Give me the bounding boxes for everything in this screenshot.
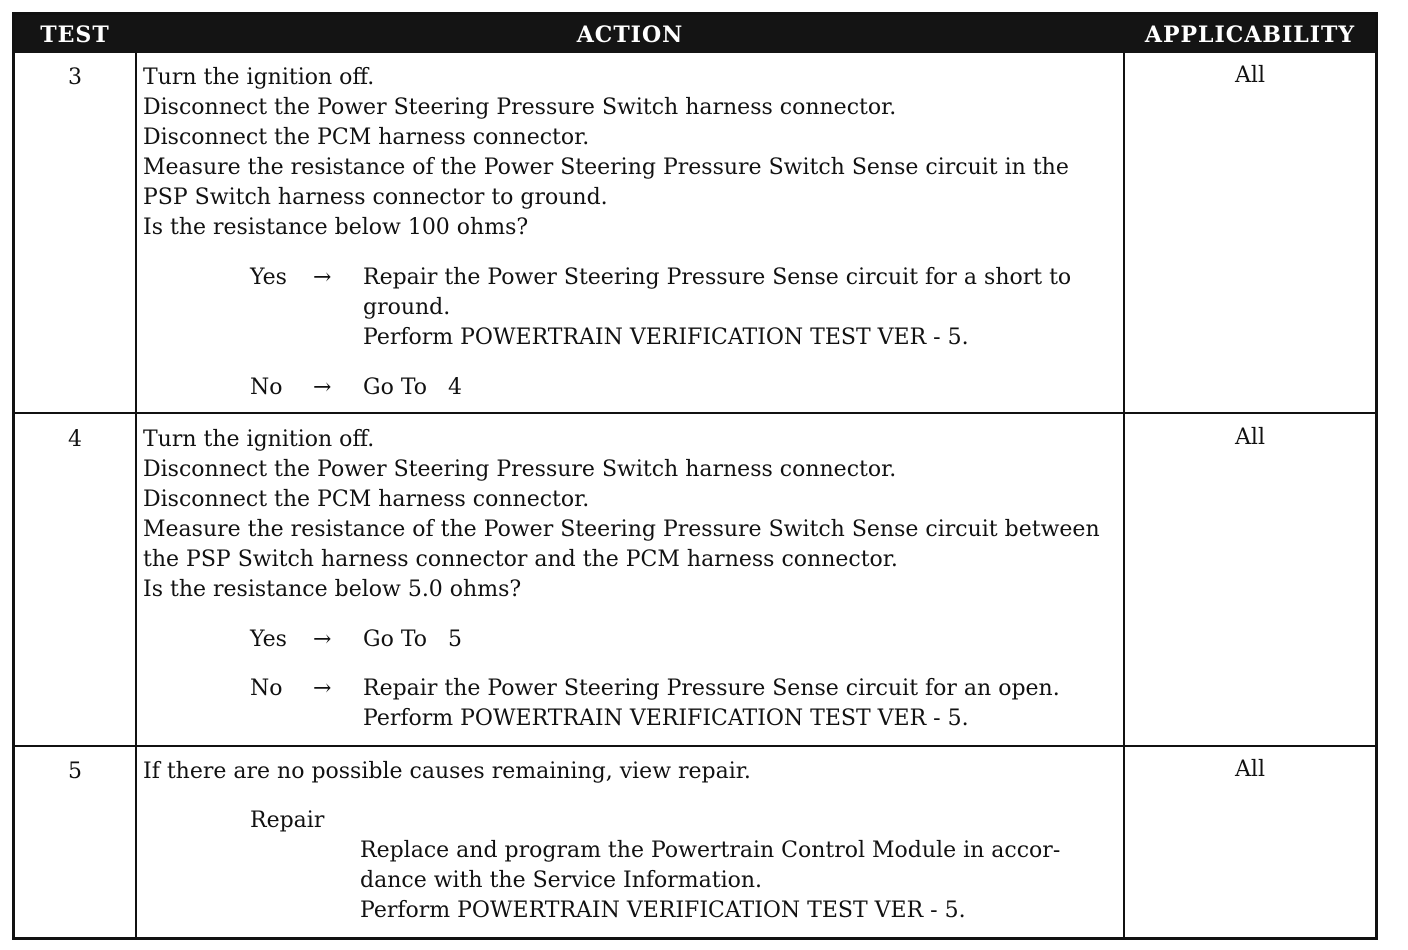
action-line: the PSP Switch harness connector and the PCM harness connector. [143, 547, 898, 572]
right-arrow-icon: → [313, 627, 332, 652]
action-line: Measure the resistance of the Power Steering Pressure Switch Sense circuit in the [143, 155, 1069, 180]
table-header [15, 15, 1375, 53]
action-line: Turn the ignition off. [143, 427, 375, 452]
no-line: Perform POWERTRAIN VERIFICATION TEST VER - 5. [363, 706, 969, 731]
repair-line: Replace and program the Powertrain Control Module in accor- [360, 838, 1061, 863]
yes-line: Repair the Power Steering Pressure Sense circuit for a short to [363, 265, 1072, 290]
right-arrow-icon: → [313, 676, 332, 701]
action-line: Is the resistance below 100 ohms? [143, 215, 529, 240]
action-line: Disconnect the Power Steering Pressure Switch harness connector. [143, 95, 897, 120]
test-number: 3 [68, 65, 82, 90]
repair-label: Repair [250, 808, 325, 833]
applicability-value: All [1235, 425, 1265, 450]
yes-label: Yes [250, 265, 287, 290]
action-line: Disconnect the PCM harness connector. [143, 487, 590, 512]
right-arrow-icon: → [313, 375, 332, 400]
right-arrow-icon: → [313, 265, 332, 290]
repair-line: dance with the Service Information. [360, 868, 763, 893]
row-divider-1 [15, 412, 1375, 414]
header-applicability: APPLICABILITY [1144, 22, 1356, 48]
yes-label: Yes [250, 627, 287, 652]
action-line: Disconnect the PCM harness connector. [143, 125, 590, 150]
action-line: Measure the resistance of the Power Steering Pressure Switch Sense circuit between [143, 517, 1100, 542]
applicability-value: All [1235, 757, 1265, 782]
action-line: PSP Switch harness connector to ground. [143, 185, 608, 210]
column-divider-action [1123, 53, 1125, 937]
action-line: Is the resistance below 5.0 ohms? [143, 577, 522, 602]
applicability-value: All [1235, 63, 1265, 88]
no-line: Go To 4 [363, 375, 462, 400]
header-action: ACTION [576, 22, 684, 48]
yes-line: ground. [363, 295, 451, 320]
action-line: Turn the ignition off. [143, 65, 375, 90]
column-divider-test [135, 53, 137, 937]
no-line: Repair the Power Steering Pressure Sense circuit for an open. [363, 676, 1060, 701]
header-test: TEST [40, 22, 110, 48]
test-number: 4 [68, 427, 82, 452]
yes-line: Perform POWERTRAIN VERIFICATION TEST VER - 5. [363, 325, 969, 350]
no-label: No [250, 676, 283, 701]
no-label: No [250, 375, 283, 400]
action-line: Disconnect the Power Steering Pressure Switch harness connector. [143, 457, 897, 482]
diagnostic-table [12, 12, 1378, 940]
test-number: 5 [68, 759, 82, 784]
row-divider-2 [15, 745, 1375, 747]
yes-line: Go To 5 [363, 627, 462, 652]
repair-line: Perform POWERTRAIN VERIFICATION TEST VER - 5. [360, 898, 966, 923]
action-line: If there are no possible causes remaining, view repair. [143, 759, 751, 784]
